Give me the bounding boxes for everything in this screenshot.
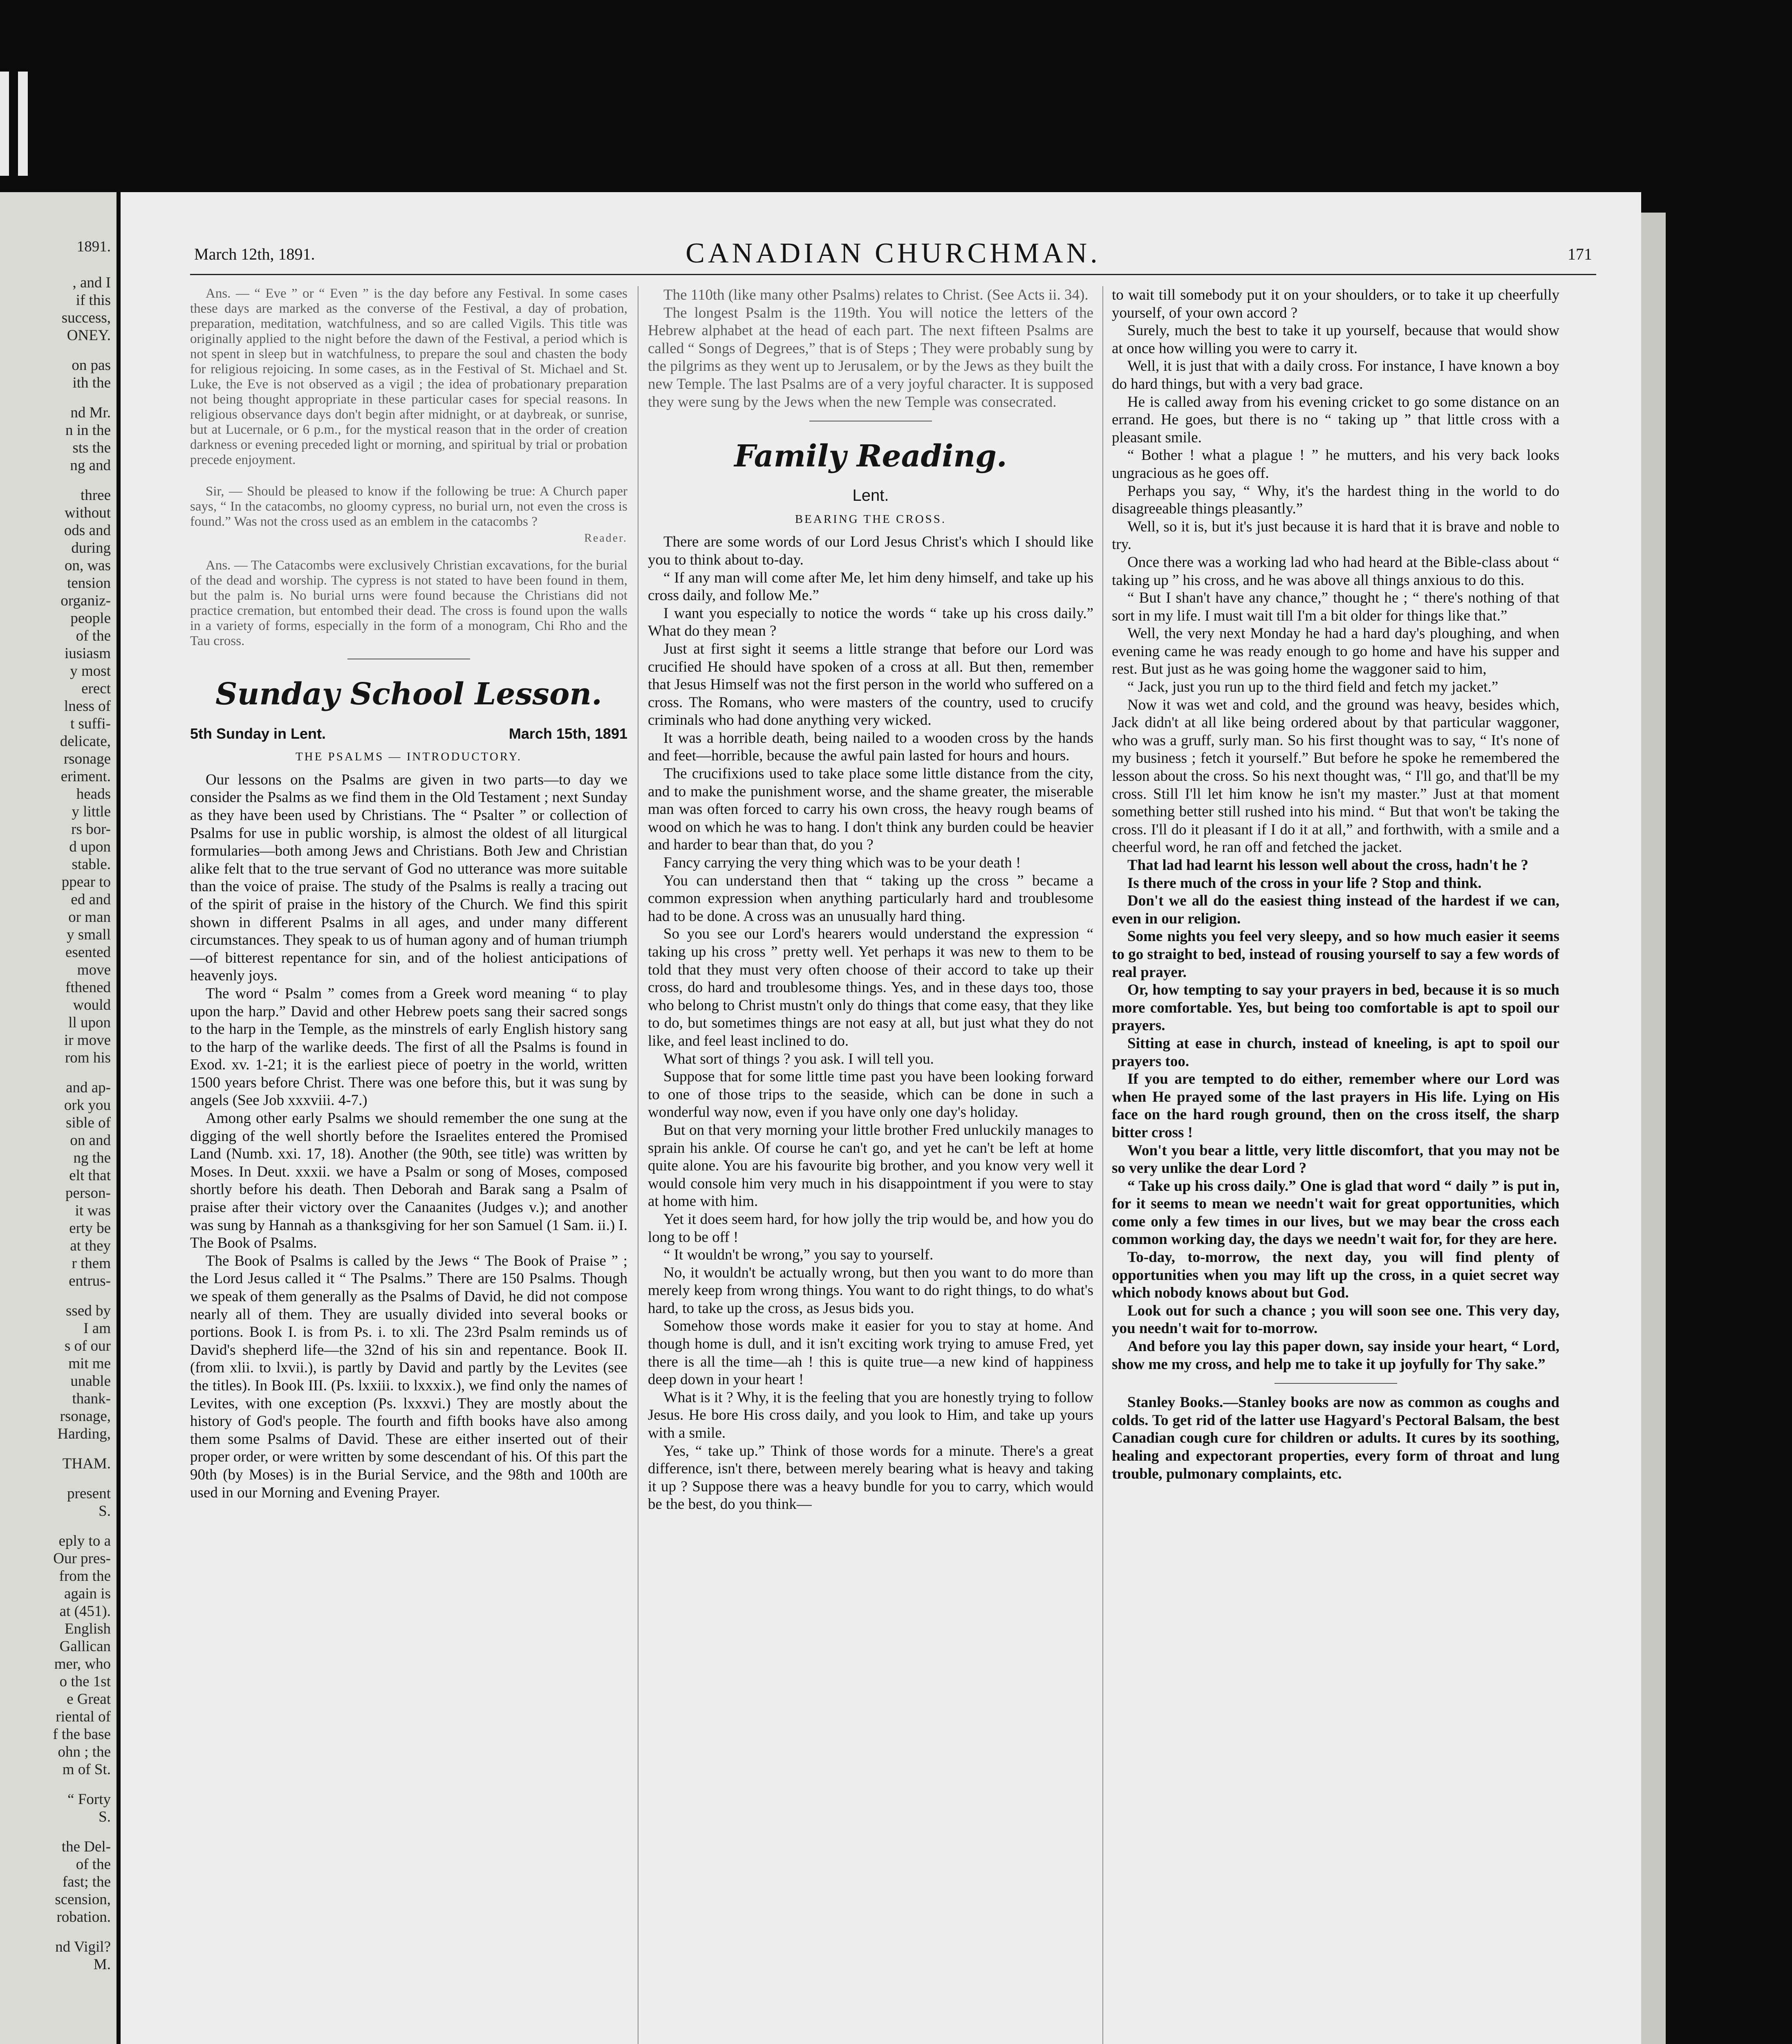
lesson-paragraph: The word “ Psalm ” comes from a Greek word meaning “ to play upon the harp.” David and other Hebrew poets sang their sacred songs to the harp in the Temple, as the minstrels of early English history sang to the harp of the warlike deeds. The first of all the Psalms is found in Exod. xv. 1-21; it is the earliest piece of poetry in the world, written 1500 years before Christ. There was one before this, but it was sung by angels (See Job xxxviii. 4-7.) <box>190 985 627 1109</box>
story-paragraph: Don't we all do the easiest thing instead of the hardest if we can, even in our religion. <box>1112 892 1559 927</box>
previous-page-fragment: s of our <box>64 1338 111 1354</box>
page-header <box>194 237 1592 274</box>
story-paragraph: Is there much of the cross in your life ? Stop and think. <box>1127 874 1482 892</box>
previous-page-fragment: , and I <box>72 274 111 291</box>
previous-page-fragment: without <box>64 504 111 521</box>
story-paragraph: “ Bother ! what a plague ! ” he mutters, and his very back looks ungracious as he goes off. <box>1112 447 1559 482</box>
previous-page-fragment: robation. <box>56 1909 111 1925</box>
previous-page-fragment: riental of <box>56 1708 111 1725</box>
previous-page-fragment: d upon <box>69 838 111 855</box>
previous-page-fragment: thank- <box>72 1390 111 1407</box>
previous-page-fragment: Gallican <box>59 1638 111 1655</box>
story-paragraph: There are some words of our Lord Jesus Christ's which I should like you to think about to-day. <box>648 533 1093 568</box>
previous-page-fragment: S. <box>99 1503 111 1520</box>
previous-page-fragment: rom his <box>65 1049 111 1066</box>
psalms-paragraph: The 110th (like many other Psalms) relates to Christ. (See Acts ii. 34). <box>663 287 1089 303</box>
story-paragraph: Yet it does seem hard, for how jolly the trip would be, and how you do long to be off ! <box>648 1210 1093 1246</box>
story-paragraph: He is called away from his evening cricket to go some distance on an errand. He goes, but there is no “ taking up ” that little cross with a pleasant smile. <box>1112 393 1559 446</box>
catacombs-letter: Sir, — Should be pleased to know if the following be true: A Church paper says, “ In the catacombs, no gloomy cypress, no burial urn, not even the cross is found.” Was not the cross used as an emblem in the catacombs ? <box>190 484 627 529</box>
lesson-date: March 15th, 1891 <box>508 725 627 742</box>
previous-page-fragment: if this <box>76 292 111 309</box>
catacombs-answer: Ans. — The Catacombs were exclusively Christian excavations, for the burial of the dead and worship. The cypress is not stated to have been found in them, but the palm is. No burial urns were found because the Christians did not practice cremation, but entombed their dead. The cross is found upon the walls in a variety of forms, especially in the form of a monogram, Chi Rho and the Tau cross. <box>190 558 627 648</box>
story-title: BEARING THE CROSS. <box>795 512 947 526</box>
previous-page-fragment: t suffi- <box>70 715 111 732</box>
masthead-title: CANADIAN CHURCHMAN. <box>685 238 1101 269</box>
family-reading-subtitle: Lent. <box>852 486 889 505</box>
page-edge-shadow <box>1641 213 1666 2044</box>
vigil-answer: Ans. — “ Eve ” or “ Even ” is the day before any Festival. In some cases these days are marked as the converse of the Festival, a day of probation, preparation, meditation, watchfulness, and so are called Vigils. This title was originally applied to the night before the dawn of the Festival, a period which is not spent in sleep but in watchfulness, to prepare the soul and chasten the body for religious rejoicing. In some cases, as in the Festival of St. Michael and St. Luke, the Eve is not observed as a vigil ; the idea of probationary preparation not being thought appropriate in these particular cases for special reasons. In religious observance days don't begin after midnight, or at daybreak, or sunrise, but at Lucernale, or 6 p.m., for the mystical reason that in the order of creation darkness or evening preceded light or morning, and spiritual by trial or probation precede enjoyment. <box>190 286 627 467</box>
previous-page-fragment: or man <box>68 909 111 926</box>
previous-page-fragment: erty be <box>69 1220 111 1237</box>
story-paragraph: “ Jack, just you run up to the third field and fetch my jacket.” <box>1127 679 1499 696</box>
story-paragraph: To-day, to-morrow, the next day, you will find plenty of opportunities when you may lift up the cross, in a quiet secret way which nobody knows about but God. <box>1112 1249 1559 1302</box>
column-divider-2 <box>1102 286 1103 2044</box>
previous-page-fragment: from the <box>59 1568 111 1585</box>
previous-page-fragment: eply to a <box>58 1533 111 1549</box>
previous-page-fragment: success, <box>61 309 111 326</box>
story-paragraph: What sort of things ? you ask. I will tell you. <box>663 1050 934 1067</box>
previous-page-fragment: sible of <box>66 1114 111 1131</box>
story-paragraph: Or, how tempting to say your prayers in bed, because it is so much more comfortable. Yes, but being too comfortable is apt to spoil our prayers. <box>1112 982 1559 1034</box>
story-paragraph: Somehow those words make it easier for you to stay at home. And though home is dull, and it isn't exciting work trying to amuse Fred, yet there is all the time—ah ! this is quite true—a new kind of happiness deep down in your heart ! <box>648 1318 1093 1388</box>
previous-page-fragment: tension <box>67 575 111 592</box>
story-paragraph: Suppose that for some little time past you have been looking forward to one of those trips to the seaside, which can be done in such a wonderful way now, even if you have only one day's holiday. <box>648 1068 1093 1121</box>
previous-page-fragment: people <box>70 610 111 627</box>
story-paragraph: Some nights you feel very sleepy, and so how much easier it seems to go straight to bed, instead of rousing yourself to say a few words of real prayer. <box>1112 928 1559 981</box>
previous-page-fragment: erect <box>81 680 111 697</box>
previous-page-fragment: unable <box>70 1373 111 1390</box>
previous-page-fragment: three <box>81 487 111 504</box>
previous-page-fragment: person- <box>65 1185 111 1201</box>
previous-page-fragment: I am <box>83 1320 111 1337</box>
previous-page-fragment: fast; the <box>62 1874 111 1890</box>
story-paragraph: “ It wouldn't be wrong,” you say to yourself. <box>663 1246 934 1264</box>
previous-page-fragment: the Del- <box>61 1838 111 1855</box>
previous-page-fragment: delicate, <box>60 733 111 750</box>
story-paragraph: What is it ? Why, it is the feeling that you are honestly trying to follow Jesus. He bore His cross daily, and you look to Him, and take up yours with a smile. <box>648 1389 1093 1442</box>
previous-page-fragment: THAM. <box>62 1455 111 1472</box>
story-paragraph: Once there was a working lad who had heard at the Bible-class about “ taking up ” his cross, and he was above all things anxious to do this. <box>1112 554 1559 589</box>
previous-page-fragment: at (451). <box>59 1603 111 1620</box>
previous-page-fragment: y most <box>70 663 111 679</box>
previous-page-fragment: n in the <box>65 422 111 439</box>
previous-page-fragment: e Great <box>67 1691 111 1708</box>
previous-page-fragment: ir move <box>64 1032 111 1049</box>
previous-page-fragment: o the 1st <box>59 1673 111 1690</box>
previous-page-fragment: again is <box>64 1585 111 1602</box>
previous-page-fragment: ng and <box>70 457 111 474</box>
column-2 <box>648 286 1093 1513</box>
previous-page-fragment: organiz- <box>60 592 111 609</box>
header-rule <box>190 274 1596 275</box>
story-paragraph: Look out for such a chance ; you will soon see one. This very day, you needn't wait for to-morrow. <box>1112 1302 1559 1337</box>
previous-page-fragment: and ap- <box>66 1079 111 1096</box>
story-paragraph: I want you especially to notice the words “ take up his cross daily.” What do they mean ? <box>648 605 1093 640</box>
previous-page-fragment: ONEY. <box>67 327 111 344</box>
previous-page-fragment: y little <box>72 803 111 820</box>
previous-page-fragment: lness of <box>64 698 111 715</box>
column-3 <box>1112 286 1559 1483</box>
previous-page-fragment: y small <box>67 926 111 943</box>
previous-page-fragment: entrus- <box>69 1273 111 1289</box>
story-paragraph: Just at first sight it seems a little strange that before our Lord was crucified He should have spoken of a cross at all. But then, remember that Jesus Himself was not the first person in the world who suffered on a cross. The Romans, who were masters of the country, used to crucify criminals who had done anything very wicked. <box>648 640 1093 729</box>
previous-page-fragment: it was <box>75 1202 111 1219</box>
previous-page-fragment: during <box>71 540 111 556</box>
lesson-subheading <box>190 725 627 743</box>
story-paragraph: Won't you bear a little, very little discomfort, that you may not be so very unlike the dear Lord ? <box>1112 1142 1559 1177</box>
story-paragraph: You can understand then that “ taking up the cross ” became a common expression when anything particularly hard and troublesome had to be done. A cross was an unusually hard thing. <box>648 872 1093 925</box>
previous-page-fragment: ods and <box>64 522 111 539</box>
previous-page-fragment: elt that <box>69 1167 111 1184</box>
story-paragraph: The crucifixions used to take place some little distance from the city, and to make the punishment worse, and the shame greater, the miserable man was often forced to carry his own cross, the heavy rough beams of wood on which he was to hang. I don't think any burden could be heavier and harder to bear than that, do you ? <box>648 765 1093 854</box>
story-paragraph: And before you lay this paper down, say inside your heart, “ Lord, show me my cross, and help me to take it up joyfully for Thy sake.” <box>1112 1338 1559 1373</box>
previous-page-fragment: ssed by <box>66 1302 111 1319</box>
story-paragraph: That lad had learnt his lesson well about the cross, hadn't he ? <box>1127 857 1529 874</box>
story-paragraph: “ If any man will come after Me, let him deny himself, and take up his cross daily, and follow Me.” <box>648 569 1093 604</box>
previous-page-fragment: mit me <box>68 1355 111 1372</box>
story-paragraph: Yes, “ take up.” Think of those words for a minute. There's a great difference, isn't there, between merely bearing what is heavy and taking it up ? Suppose there was a heavy bundle for you to carry, which would be the best, do you think— <box>648 1442 1093 1513</box>
binding-mark-top-right <box>18 72 28 176</box>
previous-page-fragment: ng the <box>73 1150 111 1166</box>
previous-page-fragment: of the <box>76 1856 111 1873</box>
story-paragraph: So you see our Lord's hearers would understand the expression “ taking up his cross ” pretty well. Yet perhaps it was new to them to be told that they must very often choose of their accord to take up their cross, do hard and troublesome things. Yes, and in these days too, those who belong to Christ mustn't only do things that come easy, that they like to do, but sometimes things are not easy at all, but just what they do not like, and feel least inclined to do. <box>648 926 1093 1049</box>
story-paragraph: Surely, much the best to take it up yourself, because that would show at once how willing you were to carry it. <box>1112 322 1559 357</box>
previous-page-fragment: “ Forty <box>67 1791 111 1808</box>
previous-page-strip <box>0 192 116 2044</box>
previous-page-fragment: would <box>73 997 111 1013</box>
previous-page-fragment: ork you <box>64 1097 111 1114</box>
binding-mark-top-left <box>0 72 9 176</box>
previous-page-fragment: English <box>64 1620 111 1637</box>
previous-page-fragment: iusiasm <box>64 645 111 662</box>
story-paragraph: “ But I shan't have any chance,” thought he ; “ there's nothing of that sort in my life. I must wait till I'm a bit older for things like that.” <box>1112 589 1559 624</box>
column-1 <box>190 286 627 1502</box>
previous-page-fragment: present <box>67 1485 111 1502</box>
previous-page-header: 1891. <box>76 238 111 255</box>
lesson-paragraph: Our lessons on the Psalms are given in two parts—to day we consider the Psalms as we find them in the Old Testament ; next Sunday as they have been used by Christians. The “ Psalter ” or collection of Psalms for use in public worship, is almost the oldest of all liturgical formularies—both among Jews and Christians. Both Jew and Christian alike felt that to the true servant of God no utterance was more suitable than the voice of praise. The study of the Psalms is really a tracing out of the spirit of praise in the history of the Church. We find this spirit shown in different Psalms in all ages, and under many different circumstances. They speak to us of human agony and of human triumph—of bitterest repentance for sin, and of the holiest anticipations of heavenly joys. <box>190 771 627 984</box>
previous-page-fragment: ohn ; the <box>58 1744 111 1760</box>
previous-page-fragment: mer, who <box>54 1656 111 1672</box>
letter-signature: Reader. <box>584 532 627 545</box>
previous-page-fragment: move <box>77 961 111 978</box>
story-paragraph: No, it wouldn't be actually wrong, but then you want to do more than merely keep from wrong things. You want to do right things, to do what's hard, to take up the cross, as Jesus bids you. <box>648 1264 1093 1317</box>
previous-page-fragment: of the <box>76 628 111 644</box>
family-reading-heading: Family Reading. <box>734 439 1007 474</box>
psalms-paragraph: The longest Psalm is the 119th. You will notice the letters of the Hebrew alphabet at the head of each part. The next fifteen Psalms are called “ Songs of Degrees,” that is of Steps ; They were probably sung by the pilgrims as they went up to Jerusalem, or by the Jews as they built the new Temple. The last Psalms are of a very joyful character. It is supposed they were sung by the Jews when the new Temple was consecrated. <box>648 304 1093 410</box>
previous-page-fragment: nd Mr. <box>70 404 111 421</box>
advertisement: Stanley Books.—Stanley books are now as common as coughs and colds. To get rid of the latter use Hagyard's Pectoral Balsam, the best Canadian cough cure for children or adults. It cures by its soothing, healing and expectorant properties, every form of throat and lung trouble, pulmonary complaints, etc. <box>1112 1394 1559 1482</box>
previous-page-fragment: Harding, <box>57 1425 111 1442</box>
previous-page-fragment: r them <box>72 1255 111 1272</box>
previous-page-fragment: ith the <box>72 374 111 391</box>
previous-page-fragment: stable. <box>72 856 111 873</box>
previous-page-fragment: ppear to <box>61 874 111 890</box>
story-paragraph: Perhaps you say, “ Why, it's the hardest thing in the world to do disagreeable things pleasantly.” <box>1112 482 1559 518</box>
previous-page-fragment: at they <box>70 1237 111 1254</box>
lesson-paragraph: Among other early Psalms we should remember the one sung at the digging of the well shortly before the Israelites entered the Promised Land (Numb. xxi. 17, 18). Another (the 90th, see title) was written by Moses. In Deut. xxxii. we have a Psalm or song of Moses, composed shortly before his death. Then Deborah and Barak sang a Psalm of praise after their victory over the Canaanites (Judges v.); and another was sung by Hannah as a thanksgiving for her son Samuel (1 Sam. ii.) I. The Book of Psalms. <box>190 1110 627 1252</box>
story-paragraph: Now it was wet and cold, and the ground was heavy, besides which, Jack didn't at all like being ordered about by that particular waggoner, who was a gruff, surly man. So his first thought was to say, “ It's none of my business ; fetch it yourself.” But before he spoke he remembered the lesson about the cross. So his next thought was, “ I'll go, and that'll be my cross. Still I'll let him know he isn't my master.” Just at that moment something better still rushed into his mind. “ But that won't be taking the cross. I'll do it pleasant if I do it at all,” and forthwith, with a smile and a cheerful word, he ran off and fetched the jacket. <box>1112 696 1559 856</box>
previous-page-fragment: esented <box>65 944 111 961</box>
lesson-paragraph: The Book of Psalms is called by the Jews “ The Book of Praise ” ; the Lord Jesus called it “ The Psalms.” There are 150 Psalms. Though we speak of them generally as the Psalms of David, he did not compose nearly all of them. They are usually divided into several books or portions. Book I. is from Ps. i. to xli. The 23rd Psalm reminds us of David's shepherd life—the 32nd of his sin and repentance. Book II. (from xlii. to lxvii.), is partly by David and partly by the Levites (see the titles). In Book III. (Ps. lxxiii. to lxxxix.), we find only the names of Levites, with one exception (Ps. lxxxvi.) They are mostly about the history of God's people. The fourth and fifth books have also among them some Psalms of David. These are either inserted out of their proper order, or were written by some descendant of his. Of this part the 90th (by Moses) is in the Burial Service, and the 98th and 100th are used in our Morning and Evening Prayer. <box>190 1252 627 1501</box>
sunday-school-heading: Sunday School Lesson. <box>215 676 602 712</box>
story-paragraph: Well, it is just that with a daily cross. For instance, I have known a boy do hard things, but with a very bad grace. <box>1112 358 1559 392</box>
story-paragraph: But on that very morning your little brother Fred unluckily manages to sprain his ankle. Of course he can't go, and yet he can't be left at home quite alone. You are his favourite big brother, and you know very well it would console him very much in his disappointment if you were to stay at home with him. <box>648 1121 1093 1210</box>
previous-page-fragment: fthened <box>65 979 111 996</box>
story-paragraph: Sitting at ease in church, instead of kneeling, is apt to spoil our prayers too. <box>1112 1035 1559 1070</box>
newspaper-page <box>121 192 1641 2044</box>
previous-page-fragment: on and <box>70 1132 111 1149</box>
lesson-day: 5th Sunday in Lent. <box>190 725 326 742</box>
story-paragraph: It was a horrible death, being nailed to a wooden cross by the hands and feet—horrible, because the awful pain lasted for hours and hours. <box>648 729 1093 764</box>
previous-page-fragment: f the base <box>53 1726 111 1743</box>
previous-page-fragment: nd Vigil? <box>55 1939 111 1955</box>
previous-page-fragment: m of St. <box>62 1761 111 1778</box>
previous-page-fragment: sts the <box>72 439 111 456</box>
previous-page-fragment: scension, <box>55 1891 111 1908</box>
previous-page-fragment: M. <box>93 1956 111 1973</box>
previous-page-fragment: rsonage, <box>60 1408 111 1425</box>
issue-date: March 12th, 1891. <box>194 245 315 263</box>
previous-page-fragment: heads <box>76 786 111 802</box>
story-paragraph: to wait till somebody put it on your shoulders, or to take it up cheerfully yourself, of your own accord ? <box>1112 287 1559 321</box>
page-number: 171 <box>1568 245 1592 263</box>
previous-page-fragment: on pas <box>72 357 111 374</box>
previous-page-fragment: Our pres- <box>53 1550 111 1567</box>
previous-page-fragment: S. <box>99 1809 111 1825</box>
story-paragraph: If you are tempted to do either, remember where our Lord was when He prayed some of the last prayers in His life. Lying on His face on the hard rough ground, then on the cross itself, the sharp bitter cross ! <box>1112 1071 1559 1141</box>
story-paragraph: Fancy carrying the very thing which was to be your death ! <box>663 854 1021 872</box>
story-paragraph: “ Take up his cross daily.” One is glad that word “ daily ” is put in, for it seems to mean we needn't wait for great opportunities, which come only a few times in our lives, but we may bear the cross each common working day, the days we needn't wait for, for they are here. <box>1112 1177 1559 1248</box>
previous-page-fragment: on, was <box>64 557 111 574</box>
previous-page-fragment: ll upon <box>68 1014 111 1031</box>
story-paragraph: Well, the very next Monday he had a hard day's ploughing, and when evening came he was ready enough to go home and have his supper and rest. But just as he was going home the waggoner said to him, <box>1112 625 1559 678</box>
previous-page-fragment: eriment. <box>60 768 111 785</box>
previous-page-fragment: ed and <box>71 891 111 908</box>
lesson-topic: THE PSALMS — INTRODUCTORY. <box>295 750 522 764</box>
story-paragraph: Well, so it is, but it's just because it is hard that it is brave and noble to try. <box>1112 518 1559 553</box>
previous-page-fragment: rsonage <box>63 751 111 767</box>
previous-page-fragment: rs bor- <box>71 821 111 838</box>
section-divider <box>1275 1383 1397 1384</box>
